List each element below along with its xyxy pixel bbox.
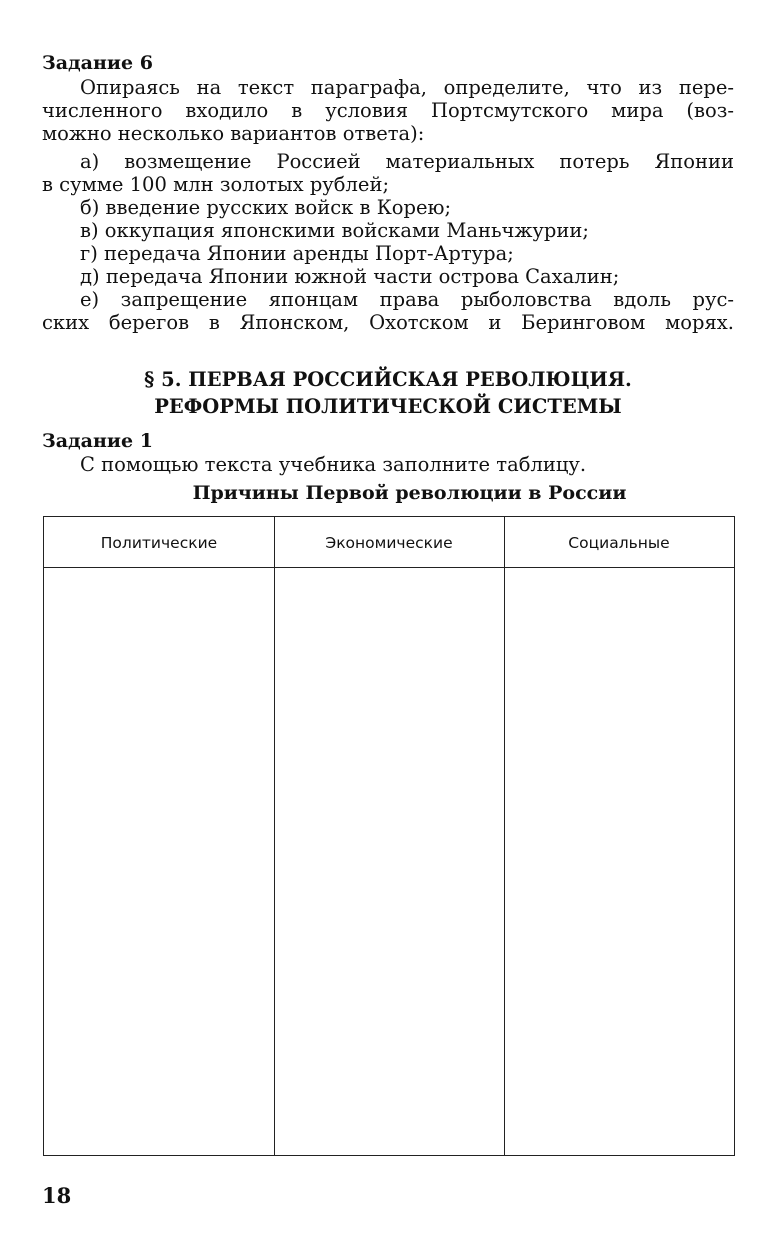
column-header-social: Социальные — [568, 534, 670, 552]
task-6-option-d: д) передача Японии южной части острова Сахалин; — [80, 265, 620, 288]
revolution-causes-table — [43, 516, 735, 1156]
section-title-line-1: § 5. ПЕРВАЯ РОССИЙСКАЯ РЕВОЛЮЦИЯ. — [144, 368, 632, 391]
task-6-intro-line-3: можно несколько вариантов ответа): — [42, 122, 425, 145]
task-6-option-a-line-1: а) возмещение Россией материальных потерь Японии — [80, 150, 734, 173]
task-6-option-a-line-2: в сумме 100 млн золотых рублей; — [42, 173, 390, 196]
section-title-line-2: РЕФОРМЫ ПОЛИТИЧЕСКОЙ СИСТЕМЫ — [154, 395, 622, 418]
task-6-option-v: в) оккупация японскими войсками Маньчжурии; — [80, 219, 589, 242]
task-6-intro-line-2: численного входило в условия Портсмутского мира (воз- — [42, 99, 734, 122]
task-6-option-g: г) передача Японии аренды Порт-Артура; — [80, 242, 514, 265]
task-6-option-e-line-1: е) запрещение японцам права рыболовства вдоль рус- — [80, 288, 734, 311]
task-6-option-e-line-2: ских берегов в Японском, Охотском и Беринговом морях. — [42, 311, 734, 334]
table-cell-political[interactable] — [44, 569, 274, 1155]
table-cell-social[interactable] — [505, 569, 734, 1155]
task-6-intro-line-1: Опираясь на текст параграфа, определите, что из пере- — [80, 76, 734, 99]
task-6-option-b: б) введение русских войск в Корею; — [80, 196, 452, 219]
table-cell-economic[interactable] — [275, 569, 504, 1155]
task-6-heading: Задание 6 — [42, 52, 153, 74]
table-caption: Причины Первой революции в России — [192, 482, 627, 504]
header-divider — [44, 567, 734, 568]
column-header-economic: Экономические — [325, 534, 453, 552]
task-1-heading: Задание 1 — [42, 430, 153, 452]
task-1-instruction: С помощью текста учебника заполните таблицу. — [80, 453, 587, 476]
page-number: 18 — [42, 1183, 72, 1208]
column-header-political: Политические — [100, 534, 218, 552]
